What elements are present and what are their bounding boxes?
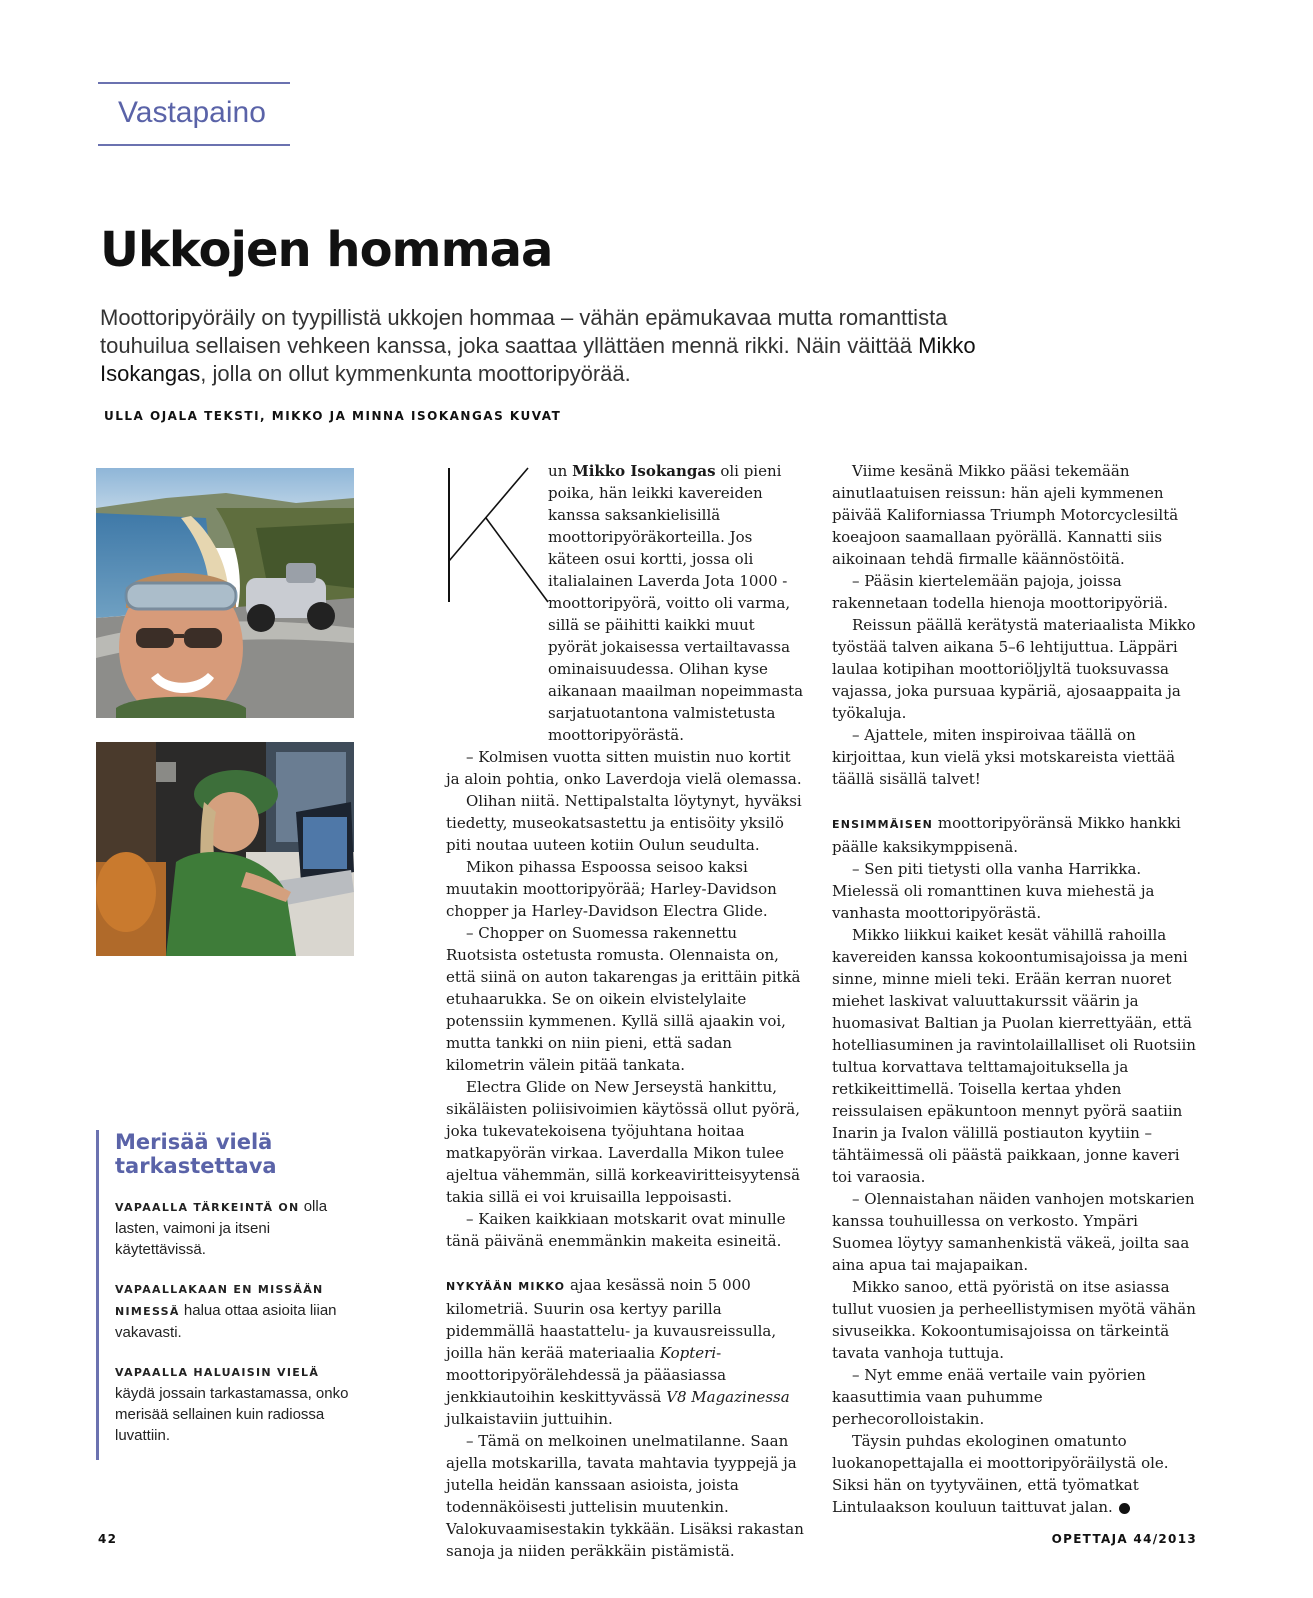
sidebar-box xyxy=(96,1130,355,1460)
sidebar-item: VAPAALLA HALUAISIN VIELÄ käydä jossain tarkastamassa, onko merisää sellainen kuin radiossa luvattiin. xyxy=(115,1366,349,1444)
paragraph: Reissun päällä kerätystä materiaalista Mikko työstää talven aikana 5–6 lehtijuttua. Läppäri laulaa kotipihan moottoriöljyltä tuoksuvassa vajassa, joka pursuaa kypäriä, ajosaappaita ja työkaluja. xyxy=(832,616,1196,722)
section-label: Vastapaino xyxy=(118,96,266,129)
article-lead xyxy=(100,304,1020,388)
laptop-workshop-illustration xyxy=(96,742,354,956)
photo-coast-selfie xyxy=(96,468,354,718)
paragraph-final: Täysin puhdas ekologinen omatunto luokanopettajalla ei moottoripyöräilystä ole. Siksi hän on tyytyväinen, että työmatkat Lintulaakson kouluun taittuvat jalan. xyxy=(832,1432,1169,1516)
paragraph-subhead: ENSIMMÄISEN moottoripyöränsä Mikko hankki päälle kaksikymppisenä. xyxy=(832,814,1181,856)
article-column-1 xyxy=(446,460,806,1562)
paragraph: – Pääsin kiertelemään pajoja, joissa rakennetaan todella hienoja moottoripyöriä. xyxy=(832,572,1168,612)
sidebar-title: Merisää vielä tarkastettava xyxy=(115,1130,277,1178)
lead-text-end: , jolla on ollut kymmenkunta moottoripyörää. xyxy=(200,361,631,386)
page-number: 42 xyxy=(98,1532,118,1546)
byline: ULLA OJALA TEKSTI, MIKKO JA MINNA ISOKANGAS KUVAT xyxy=(104,409,562,423)
drop-cap-block xyxy=(446,460,806,746)
paragraph: Olihan niitä. Nettipalstalta löytynyt, hyväksi tiedetty, museokatsastettu ja entisöity yksilö piti noutaa uuteen kotiin Oulun seudulta. xyxy=(446,792,802,854)
para-intro: un Mikko Isokangas oli pieni poika, hän leikki kavereiden kanssa saksankielisillä moottoripyöräkorteilla. Jos käteen osui kortti, jossa oli italialainen Laverda Jota 1000 -moottoripyörä, voitto oli varma, sillä se päihitti kaikki muut pyörät jokaisessa vertailtavassa ominaisuudessa. Olihan kyse aikanaan maailman nopeimmasta sarjatuotantona valmistetusta moottoripyörästä. xyxy=(548,462,804,744)
photo-laptop-workshop xyxy=(96,742,354,956)
drop-cap-k xyxy=(446,466,551,604)
magazine-issue: OPETTAJA 44/2013 xyxy=(1051,1532,1197,1546)
intro-name: Mikko Isokangas xyxy=(572,462,716,480)
paragraph: Electra Glide on New Jerseystä hankittu, sikäläisten poliisivoimien käytössä ollut pyörä, joka tukevatekoisena työjuhtana hoitaa matkapyörän virkaa. Laverdalla Mikon tulee ajeltua vähemmän, sillä korkeaviritteisyytensä takia sillä ei voi kruisailla leppoisasti. xyxy=(446,1078,801,1206)
lead-text: Moottoripyöräily on tyypillistä ukkojen hommaa – vähän epämukavaa mutta romanttista touhuilua sellaisen vehkeen kanssa, joka saattaa yllättäen mennä rikki. Näin väittää xyxy=(100,305,948,358)
paragraph: – Tämä on melkoinen unelmatilanne. Saan ajella motskarilla, tavata mahtavia tyyppejä ja jutella heidän kanssaan asioista, joista todennäköisesti juttelisin muutenkin. Valokuvaamisestakin tykkään. Lisäksi rakastan sanoja ja niiden peräkkäin pistämistä. xyxy=(446,1432,804,1560)
end-mark-icon xyxy=(1119,1503,1130,1514)
sidebar-item: VAPAALLA TÄRKEINTÄ ON olla lasten, vaimoni ja itseni käytettävissä. xyxy=(115,1198,328,1258)
sidebar-item: VAPAALLAKAAN EN MISSÄÄN NIMESSÄ halua ottaa asioita liian vakavasti. xyxy=(115,1283,337,1341)
article-column-2 xyxy=(832,460,1196,1518)
paragraph: Viime kesänä Mikko pääsi tekemään ainutlaatuisen reissun: hän ajeli kymmenen päivää Kaliforniassa Triumph Motorcyclesiltä koeajoon saamallaan pyörällä. Kannatti siis aikoinaan tehdä firmalle käännöstöitä. xyxy=(832,462,1179,568)
paragraph: – Nyt emme enää vertaile vain pyörien kaasuttimia vaan puhumme perhecorolloistakin. xyxy=(832,1366,1146,1428)
article-title: Ukkojen hommaa xyxy=(100,222,553,278)
lead-name: Mikko Isokangas xyxy=(100,333,976,386)
paragraph: Mikko sanoo, että pyöristä on itse asiassa tullut vuosien ja perheellistymisen myötä vähän sivuseikka. Kokoontumisajoissa on tärkeintä tavata vanhoja tuttuja. xyxy=(832,1278,1196,1362)
paragraph: – Ajattele, miten inspiroivaa täällä on kirjoittaa, kun vielä yksi motskareista viettää täällä sisällä talvet! xyxy=(832,726,1176,788)
paragraph: Mikko liikkui kaiket kesät vähillä rahoilla kavereiden kanssa kokoontumisajoissa ja meni sinne, minne mieli teki. Erään kerran nuoret miehet laskivat valuuttakurssit väärin ja huomasivat Baltian ja Puolan kierrettyään, että hotelliasuminen ja ravintolaillalliset oli Ruotsiin tultua korvattava telttamajoituksella ja retkikeittimellä. Toisella kertaa yhden reissulaisen epäkuntoon mennyt pyörä saatiin Inarin ja Ivalon välillä postiauton kyytiin – tähtäimessä oli päästä paikkaan, jonne kaveri toi varaosia. xyxy=(832,926,1196,1186)
paragraph: – Chopper on Suomessa rakennettu Ruotsista ostetusta romusta. Olennaista on, että siinä on auton takarengas ja erittäin pitkä etuhaarukka. Se on oikein elvistelylaite potenssiin kymmenen. Kyllä sillä ajaakin voi, mutta tankki on niin pieni, että sadan kilometrin välein pitää tankata. xyxy=(446,924,801,1074)
paragraph: – Olennaistahan näiden vanhojen motskarien kanssa touhuillessa on verkosto. Ympäri Suomea löytyy samanhenkistä väkeä, joilta saa aina apua tai majapaikan. xyxy=(832,1190,1195,1274)
coast-selfie-illustration xyxy=(96,468,354,718)
paragraph-subhead: NYKYÄÄN MIKKO ajaa kesässä noin 5 000 kilometriä. Suurin osa kertyy parilla pidemmällä haastattelu- ja kuvausreissulla, joilla hän kerää materiaalia Kopteri-moottoripyörälehdessä ja pääasiassa jenkkiautoihin keskittyvässä V8 Magazinessa julkaistaviin juttuihin. xyxy=(446,1276,790,1428)
paragraph: – Sen piti tietysti olla vanha Harrikka. Mielessä oli romanttinen kuva miehestä ja vanhasta moottoripyörästä. xyxy=(832,860,1155,922)
section-rule-top xyxy=(98,82,290,84)
section-rule-bottom xyxy=(98,144,290,146)
paragraph: – Kolmisen vuotta sitten muistin nuo kortit ja aloin pohtia, onko Laverdoja vielä olemassa. xyxy=(446,748,802,788)
paragraph: Mikon pihassa Espoossa seisoo kaksi muutakin moottoripyörää; Harley-Davidson chopper ja Harley-Davidson Electra Glide. xyxy=(446,858,777,920)
paragraph: – Kaiken kaikkiaan motskarit ovat minulle tänä päivänä enemmänkin makeita esineitä. xyxy=(446,1210,786,1250)
